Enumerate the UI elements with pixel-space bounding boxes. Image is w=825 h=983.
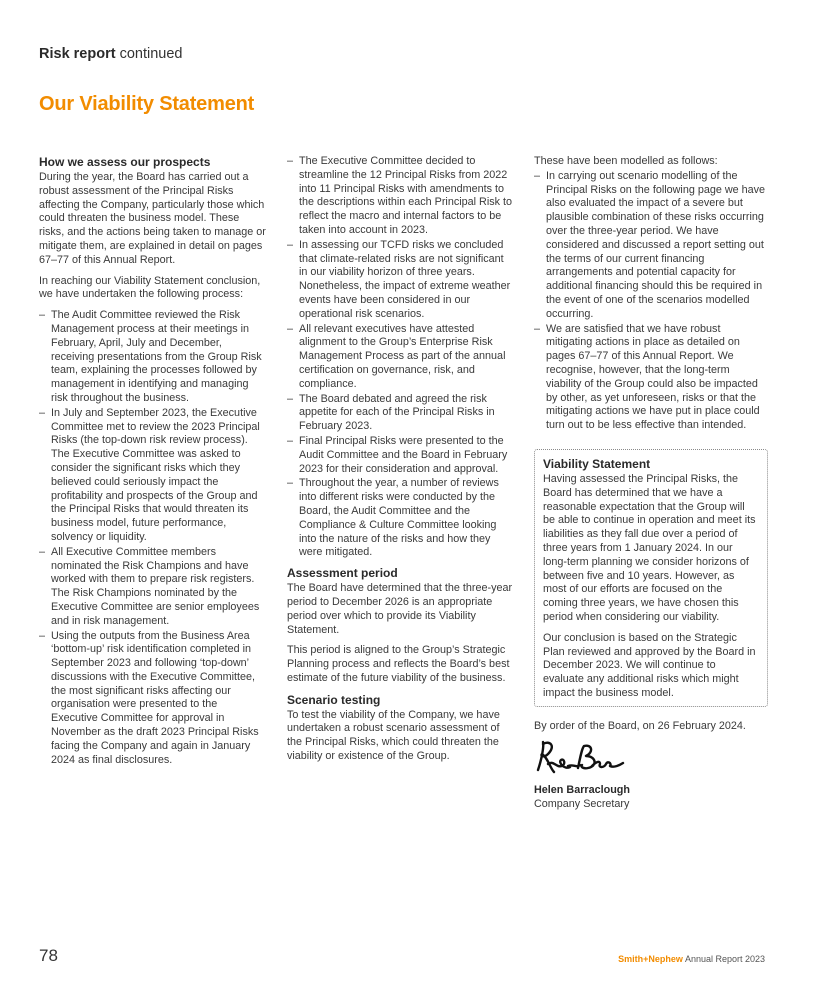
- process-list: [39, 309, 266, 767]
- viability-statement-box: [534, 449, 768, 707]
- list-item: – We are satisfied that we have robust mitigating actions in place as detailed on pages 67–77 of this Annual Report. We recognise, however, that the long-term viability of the Group could also be impacted by other, as yet unforeseen, risks or that the mitigating actions we have put in place could turn out to be less effective than intended.: [534, 323, 768, 433]
- signature-image: [534, 738, 626, 778]
- list-item: – In assessing our TCFD risks we concluded that climate-related risks are not significant in our viability horizon of three years. Nonetheless, the impact of extreme weather events have been considered in our operational risk scenarios.: [287, 239, 515, 322]
- page-title: Our Viability Statement: [39, 93, 255, 115]
- list-item: – All relevant executives have attested alignment to the Group’s Enterprise Risk Management Process as part of the annual certification on governance, risk, and compliance.: [287, 323, 515, 392]
- list-item: – In carrying out scenario modelling of the Principal Risks on the following page we have also evaluated the impact of a severe but plausible combination of these risks occurring over the three-year period. We have considered and discussed a report setting out the terms of our current financing arrangements and potential capacity for additional financing should this be required in the event of one of the scenarios modelled occurring.: [534, 170, 768, 322]
- process-list-continued: [287, 155, 515, 560]
- list-item: – Throughout the year, a number of reviews into different risks were conducted by the Board, the Audit Committee and the Compliance & Culture Committee looking into the nature of the risks and how they were mitigated.: [287, 477, 515, 560]
- by-order-text: By order of the Board, on 26 February 2024.: [534, 719, 746, 732]
- list-item: – Using the outputs from the Business Area ‘bottom-up’ risk identification completed in September 2023 and following ‘top-down’ discussions with the Executive Committee, the most significant risks affecting our organisation were presented to the Executive Committee for approval in November as the draft 2023 Principal Risks facing the Company and again in January 2024 as final disclosures.: [39, 630, 266, 768]
- list-item: – The Audit Committee reviewed the Risk Management process at their meetings in February, April, July and December, receiving presentations from the Group Risk team, explaining the processes followed by management in identifying and managing risk throughout the business.: [39, 309, 266, 406]
- list-item: – In July and September 2023, the Executive Committee met to review the 2023 Principal Risks (the top-down risk review process). The Executive Committee was asked to consider the significant risks which they believed could seriously impact the profitability and prospects of the Group and the Principal Risks that would threaten its business model, future performance, solvency or liquidity.: [39, 407, 266, 545]
- brand-name: Smith+Nephew: [618, 954, 683, 964]
- list-item: – The Board debated and agreed the risk appetite for each of the Principal Risks in February 2023.: [287, 393, 515, 434]
- report-name: Annual Report 2023: [684, 954, 765, 964]
- signer-name: Helen Barraclough: [534, 784, 630, 797]
- viability-box-paragraph-2: Our conclusion is based on the Strategic Plan reviewed and approved by the Board in December 2023. We will continue to evaluate any additional risks which might impact the business model.: [543, 631, 756, 699]
- scenario-heading: Scenario testing: [287, 692, 381, 707]
- assessment-heading: Assessment period: [287, 566, 398, 581]
- prospects-paragraph-2: In reaching our Viability Statement conclusion, we have undertaken the following process:: [39, 274, 261, 301]
- section-name: Risk report: [39, 46, 116, 62]
- viability-box-paragraph-1: Having assessed the Principal Risks, the Board has determined that we have a reasonable expectation that the Group will be able to continue in operation and meet its liabilities as they fall due over a period of three years from 1 January 2024. In our long-term planning we consider horizons of between five and 10 years. However, as most of our efforts are focused on the coming three years, we have chosen this period when considering our viability.: [543, 472, 756, 623]
- viability-box-heading: Viability Statement: [543, 456, 651, 471]
- section-suffix: continued: [119, 46, 183, 62]
- list-item: – All Executive Committee members nominated the Risk Champions and have worked with them to prepare risk registers. The Risk Champions nominated by the Executive Committee are senior employees and in risk management.: [39, 546, 266, 629]
- page-number: 78: [39, 946, 58, 965]
- signer-title: Company Secretary: [534, 798, 630, 811]
- modelled-list: [534, 170, 768, 433]
- assessment-paragraph-1: The Board have determined that the three-year period to December 2026 is an appropriate period over which to provide its Viability Statement.: [287, 582, 513, 636]
- prospects-heading: How we assess our prospects: [39, 155, 211, 169]
- column-2: [287, 155, 515, 771]
- running-header: [39, 46, 182, 62]
- column-1: [39, 155, 266, 773]
- footer-brand-line: [618, 954, 765, 964]
- prospects-paragraph-1: During the year, the Board has carried out a robust assessment of the Principal Risks affecting the Company, particularly those which could threaten the business model. These risks, and the actions being taken to manage or mitigate them, are explained in detail on pages 67–77 of this Annual Report.: [39, 171, 266, 266]
- list-item: – The Executive Committee decided to streamline the 12 Principal Risks from 2022 into 11 Principal Risks with amendments to the descriptions within each Principal Risk to reflect the macro and internal factors to be taken into account in 2023.: [287, 155, 515, 238]
- list-item: – Final Principal Risks were presented to the Audit Committee and the Board in February 2023 for their consideration and approval.: [287, 435, 515, 476]
- modelled-intro: These have been modelled as follows:: [534, 155, 718, 167]
- assessment-paragraph-2: This period is aligned to the Group’s Strategic Planning process and reflects the Board’s best estimate of the future viability of the business.: [287, 644, 510, 684]
- scenario-paragraph: To test the viability of the Company, we have undertaken a robust scenario assessment of the Principal Risks, which could threaten the viability or existence of the Group.: [287, 708, 500, 763]
- column-3: [534, 155, 768, 812]
